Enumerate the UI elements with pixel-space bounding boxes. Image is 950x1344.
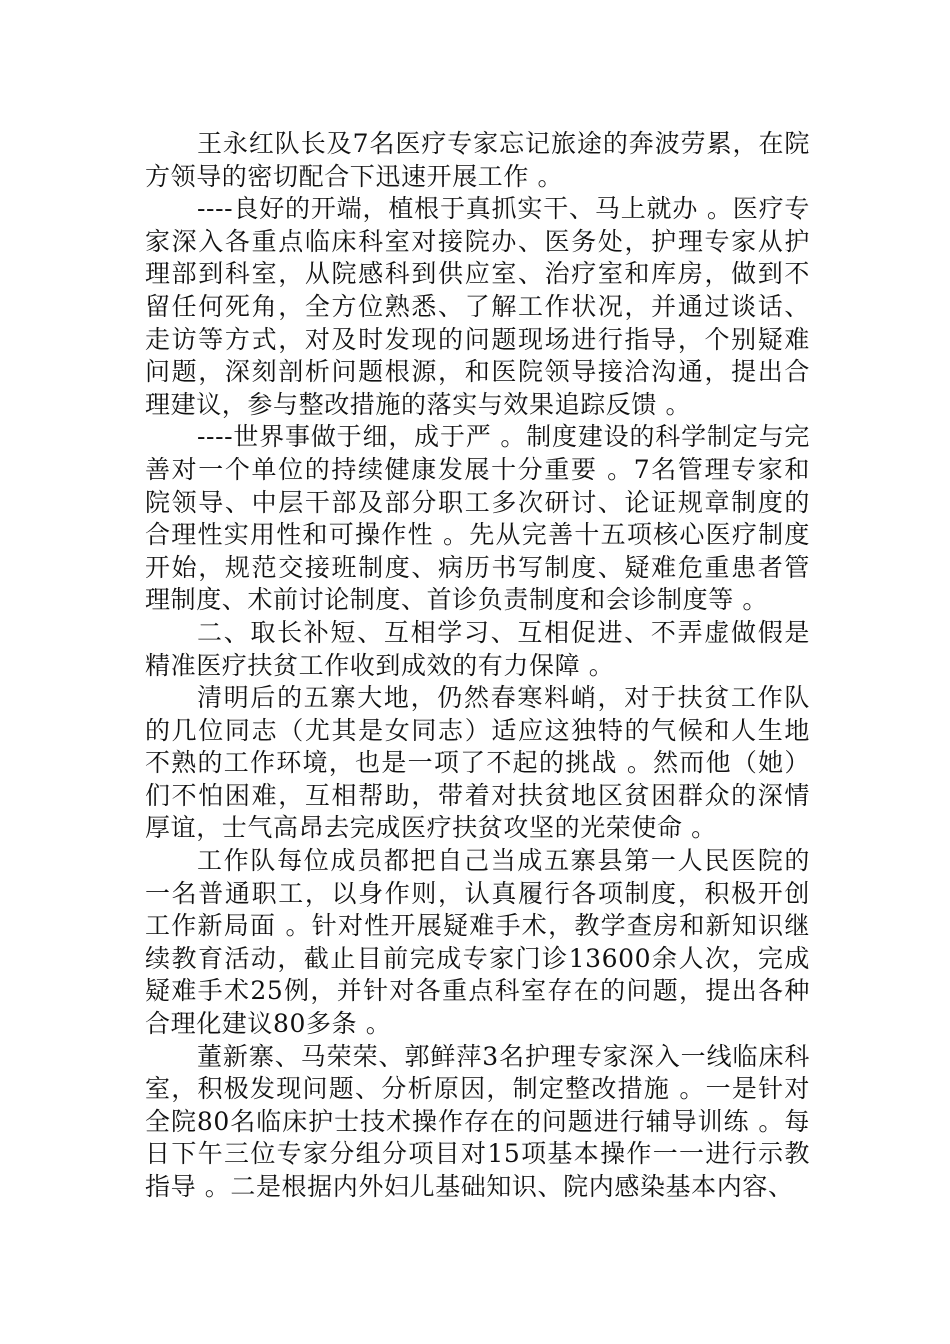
document-body	[145, 128, 810, 1204]
paragraph-team-work: 工作队每位成员都把自己当成五寨县第一人民医院的一名普通职工，以身作则，认真履行各项制度，积极开创工作新局面 。针对性开展疑难手术，教学查房和新知识继续教育活动，截止目前完成专家门诊13600余人次，完成疑难手术25例，并针对各重点科室存在的问题，提出各种合理化建议80多条 。	[145, 846, 810, 1039]
paragraph-good-start: ----良好的开端，植根于真抓实干、马上就办 。医疗专家深入各重点临床科室对接院办、医务处，护理专家从护理部到科室，从院感科到供应室、治疗室和库房，做到不留任何死角，全方位熟悉、了解工作状况，并通过谈话、走访等方式，对及时发现的问题现场进行指导，个别疑难问题，深刻剖析问题根源，和医院领导接洽沟通，提出合理建议，参与整改措施的落实与效果追踪反馈 。	[145, 194, 810, 419]
paragraph-climate-challenge: 清明后的五寨大地，仍然春寒料峭，对于扶贫工作队的几位同志（尤其是女同志）适应这独特的气候和人生地不熟的工作环境，也是一项了不起的挑战 。然而他（她）们不怕困难，互相帮助，带着对扶贫地区贫困群众的深情厚谊，士气高昂去完成医疗扶贫攻坚的光荣使命 。	[145, 683, 810, 843]
paragraph-nursing-experts: 董新寨、马荣荣、郭鲜萍3名护理专家深入一线临床科室，积极发现问题、分析原因，制定整改措施 。一是针对全院80名临床护士技术操作存在的问题进行辅导训练 。每日下午三位专家分组分项目对15项基本操作一一进行示教指导 。二是根据内外妇儿基础知识、院内感染基本内容、	[145, 1041, 810, 1201]
paragraph-team-arrival: 王永红队长及7名医疗专家忘记旅途的奔波劳累，在院方领导的密切配合下迅速开展工作 。	[145, 129, 810, 191]
section-heading-two: 二、取长补短、互相学习、互相促进、不弄虚做假是精准医疗扶贫工作收到成效的有力保障 。	[145, 617, 810, 680]
paragraph-system-building: ----世界事做于细，成于严 。制度建设的科学制定与完善对一个单位的持续健康发展十分重要 。7名管理专家和院领导、中层干部及部分职工多次研讨、论证规章制度的合理性实用性和可操作性 。先从完善十五项核心医疗制度开始，规范交接班制度、病历书写制度、疑难危重患者管理制度、术前讨论制度、首诊负责制度和会诊制度等 。	[145, 422, 810, 615]
